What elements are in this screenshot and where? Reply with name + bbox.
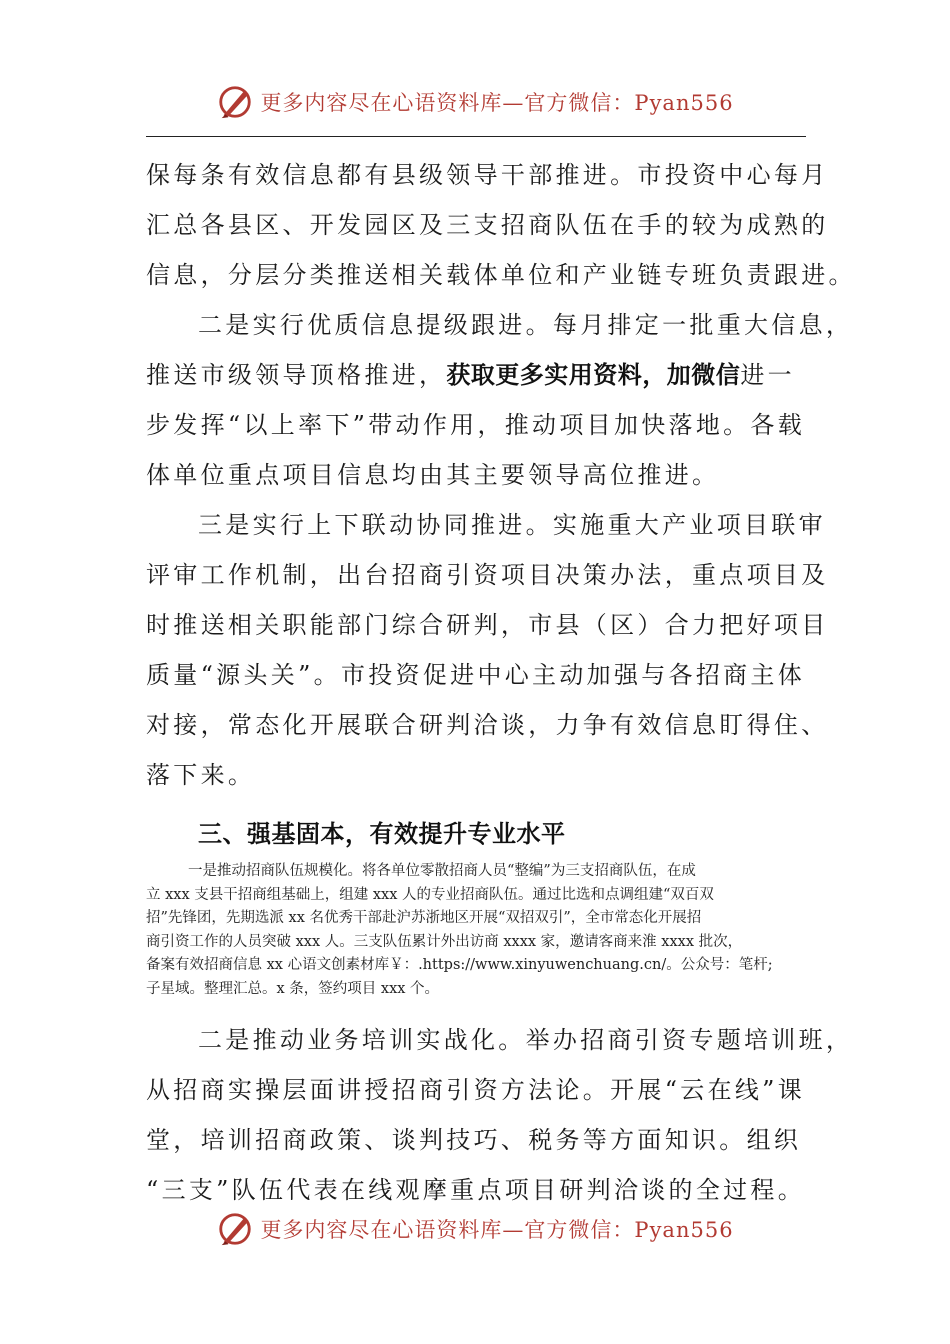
text-line: 信息，分层分类推送相关载体单位和产业链专班负责跟进。 [146,261,856,289]
small-text-line: 一是推动招商队伍规模化。将各单位零散招商人员“整编”为三支招商队伍，在成 [188,863,696,879]
text-line: 二是实行优质信息提级跟进。每月排定一批重大信息， [198,311,854,339]
text-line: 堂，培训招商政策、谈判技巧、税务等方面知识。组织 [146,1126,802,1154]
text-line: 三是实行上下联动协同推进。实施重大产业项目联审 [198,511,826,539]
small-text-line: 商引资工作的人员突破 xxx 人。三支队伍累计外出访商 xxxx 家，邀请客商来淮 xxxx 批次， [146,933,743,950]
text-line: 落下来。 [146,761,256,789]
small-paragraph [146,860,806,1001]
pen-logo-icon [216,83,254,121]
text-line: 保每条有效信息都有县级领导干部推进。市投资中心每月 [146,161,829,189]
pen-logo-icon [216,1210,254,1248]
text-line: 体单位重点项目信息均由其主要领导高位推进。 [146,461,720,489]
paragraph-4 [146,1015,854,1215]
text-line: 评审工作机制，出台招商引资项目决策办法，重点项目及 [146,561,829,589]
text-segment: 进一 [740,361,795,389]
header-banner [0,80,950,124]
text-line: “三支”队伍代表在线观摩重点项目研判洽谈的全过程。 [146,1176,806,1204]
text-line: 汇总各县区、开发园区及三支招商队伍在手的较为成熟的 [146,211,829,239]
wechat-promo-text: 获取更多实用资料，加微信 [446,361,741,389]
text-line-with-highlight [146,350,806,400]
text-line: 二是推动业务培训实战化。举办招商引资专题培训班， [198,1026,854,1054]
document-body [146,150,856,1215]
text-line: 从招商实操层面讲授招商引资方法论。开展“云在线”课 [146,1076,806,1104]
footer-banner [0,1207,950,1251]
paragraph-2 [146,300,854,500]
paragraph-3 [146,500,829,800]
small-text-line: 立 xxx 支县干招商组基础上，组建 xxx 人的专业招商队伍。通过比选和点调组建“双百双 [146,886,714,903]
text-line: 质量“源头关”。市投资促进中心主动加强与各招商主体 [146,661,806,689]
section-heading: 三、强基固本，有效提升专业水平 [198,820,566,848]
small-text-line: 备案有效招商信息 xx 心语文创素材库￥：.https://www.xinyuwenchuang.cn/。公众号：笔杆; [146,957,773,973]
banner-text: 更多内容尽在心语资料库—官方微信：Pyan556 [260,1218,734,1242]
text-line: 时推送相关职能部门综合研判，市县（区）合力把好项目 [146,611,829,639]
small-text-line: 子星域。整理汇总。x 条，签约项目 xxx 个。 [146,980,440,997]
paragraph-1 [146,150,856,300]
text-segment: 推送市级领导顶格推进， [146,361,447,389]
text-line: 对接，常态化开展联合研判洽谈，力争有效信息盯得住、 [146,711,829,739]
text-line: 步发挥“以上率下”带动作用，推动项目加快落地。各载 [146,411,806,439]
banner-text: 更多内容尽在心语资料库—官方微信：Pyan556 [260,91,734,115]
header-rule [146,136,806,137]
small-text-line: 招”先锋团，先期选派 xx 名优秀干部赴沪苏浙地区开展“双招双引”，全市常态化开展招 [146,910,702,926]
